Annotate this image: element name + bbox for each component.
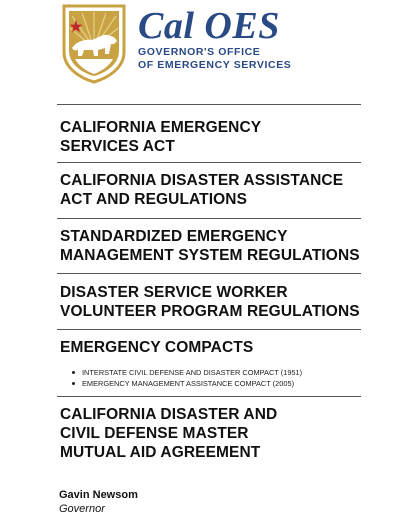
logo-subtitle-line2: OF EMERGENCY SERVICES — [138, 59, 292, 71]
section-heading-disaster-assistance-act: CALIFORNIA DISASTER ASSISTANCE ACT AND REGULATIONS — [60, 172, 344, 208]
divider — [57, 218, 361, 219]
divider — [57, 162, 361, 163]
signer-name: Gavin Newsom — [59, 489, 138, 501]
divider — [57, 329, 361, 330]
list-item: INTERSTATE CIVIL DEFENSE AND DISASTER COMPACT (1951) — [70, 367, 302, 378]
logo-subtitle-line1: GOVERNOR'S OFFICE — [138, 46, 261, 58]
list-item: EMERGENCY MANAGEMENT ASSISTANCE COMPACT (2005) — [70, 378, 302, 389]
logo-title: Cal OES — [138, 5, 280, 47]
section-heading-emergency-compacts: EMERGENCY COMPACTS — [60, 339, 254, 356]
section-heading-master-mutual-aid-agreement: CALIFORNIA DISASTER AND CIVIL DEFENSE MASTER MUTUAL AID AGREEMENT — [60, 406, 278, 461]
divider — [57, 396, 361, 397]
state-seal-bear-icon — [62, 4, 126, 84]
cal-oes-logo — [62, 4, 292, 84]
signer-title: Governor — [59, 503, 105, 515]
section-heading-emergency-services-act: CALIFORNIA EMERGENCY SERVICES ACT — [60, 119, 261, 155]
section-heading-sems-regulations: STANDARDIZED EMERGENCY MANAGEMENT SYSTEM REGULATIONS — [60, 228, 360, 264]
section-heading-dsw-volunteer-program: DISASTER SERVICE WORKER VOLUNTEER PROGRAM REGULATIONS — [60, 284, 360, 320]
divider — [57, 104, 361, 105]
divider — [57, 273, 361, 274]
compacts-list — [70, 367, 302, 389]
